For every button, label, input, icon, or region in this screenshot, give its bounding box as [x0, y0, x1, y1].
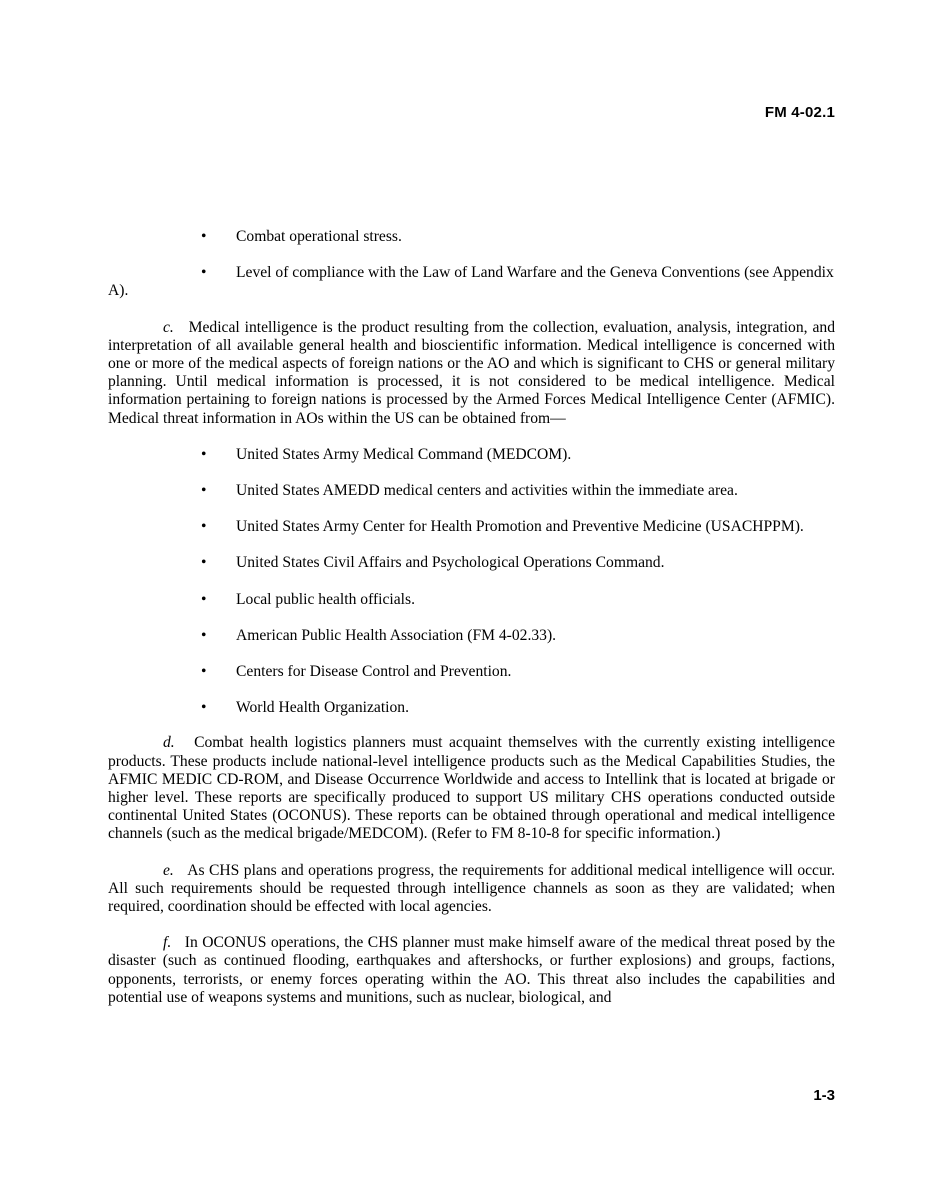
bullet-icon: • [201, 228, 207, 245]
list-item-text: United States Army Medical Command (MEDCOM). [236, 445, 572, 463]
list-item [108, 591, 835, 609]
bullet-icon: • [201, 699, 207, 717]
paragraph-letter: c. [163, 318, 174, 336]
bullet-icon: • [201, 445, 207, 463]
list-item [108, 663, 835, 681]
list-item [108, 482, 835, 500]
paragraph-e [108, 862, 835, 917]
paragraph-f [108, 934, 835, 1007]
list-item [108, 446, 835, 464]
bullet-icon: • [201, 626, 207, 644]
list-item [108, 554, 835, 572]
bullet-icon: • [201, 518, 207, 536]
paragraph-text: As CHS plans and operations progress, the requirements for additional medical intelligence will occur. All such requirements should be requested through intelligence channels as soon as they are validated; when required, coordination should be effected with local agencies. [108, 861, 835, 916]
paragraph-letter: d. [163, 734, 175, 752]
document-id-header: FM 4-02.1 [764, 104, 835, 121]
bullet-icon: • [201, 663, 207, 681]
list-item-text: United States Army Center for Health Promotion and Preventive Medicine (USACHPPM). [236, 518, 804, 536]
paragraph-text: In OCONUS operations, the CHS planner must make himself aware of the medical threat posed by the disaster (such as continued flooding, earthquakes and aftershocks, or further explosions) and groups, factions, opponents, terrorists, or enemy forces operating within the AO. This threat also includes the capabilities and potential use of weapons systems and munitions, such as nuclear, biological, and [108, 934, 835, 1006]
list-item-text: World Health Organization. [236, 699, 409, 717]
paragraph-c [108, 319, 835, 428]
list-item [108, 264, 835, 300]
list-item-text: United States AMEDD medical centers and activities within the immediate area. [236, 482, 738, 500]
paragraph-letter: f. [163, 934, 172, 952]
bullet-icon: • [201, 554, 207, 572]
list-item-text: Local public health officials. [236, 590, 415, 608]
paragraph-text: Combat health logistics planners must acquaint themselves with the currently existing intelligence products. These products include national-level intelligence products such as the Medical Capabilities Studies, the AFMIC MEDIC CD-ROM, and Disease Occurrence Worldwide and access to Intellink that is located at brigade or higher level. These reports are specifically produced to support US military CHS operations conducted outside continental United States (OCONUS). These reports can be obtained through operational and medical intelligence channels (such as the medical brigade/MEDCOM). (Refer to FM 8-10-8 for specific information.) [108, 734, 835, 843]
bullet-icon: • [201, 482, 207, 500]
paragraph-d [108, 734, 835, 843]
bullet-icon: • [201, 590, 207, 608]
list-item [108, 518, 835, 536]
paragraph-letter: e. [163, 861, 174, 879]
list-item-text: American Public Health Association (FM 4-02.33). [236, 626, 557, 644]
list-item-text: United States Civil Affairs and Psychological Operations Command. [236, 554, 665, 572]
list-item-text: Centers for Disease Control and Prevention. [236, 663, 512, 681]
bullet-icon: • [201, 264, 207, 282]
page-number: 1-3 [813, 1087, 835, 1104]
paragraph-text: Medical intelligence is the product resulting from the collection, evaluation, analysis, integration, and interpretation of all available general health and bioscientific information. Medical intelligence is concerned with one or more of the medical aspects of foreign nations or the AO and which is significant to CHS or general military planning. Until medical information is processed, it is not considered to be medical intelligence. Medical information pertaining to foreign nations is processed by the Armed Forces Medical Intelligence Center (AFMIC). Medical threat information in AOs within the US can be obtained from— [108, 318, 835, 427]
list-item-text: Combat operational stress. [236, 228, 402, 245]
page-body [108, 228, 835, 1025]
list-item [108, 627, 835, 645]
list-item [108, 228, 835, 246]
list-item [108, 699, 835, 717]
list-item-text: Level of compliance with the Law of Land Warfare and the Geneva Conventions (see Appendix A). [108, 264, 834, 300]
